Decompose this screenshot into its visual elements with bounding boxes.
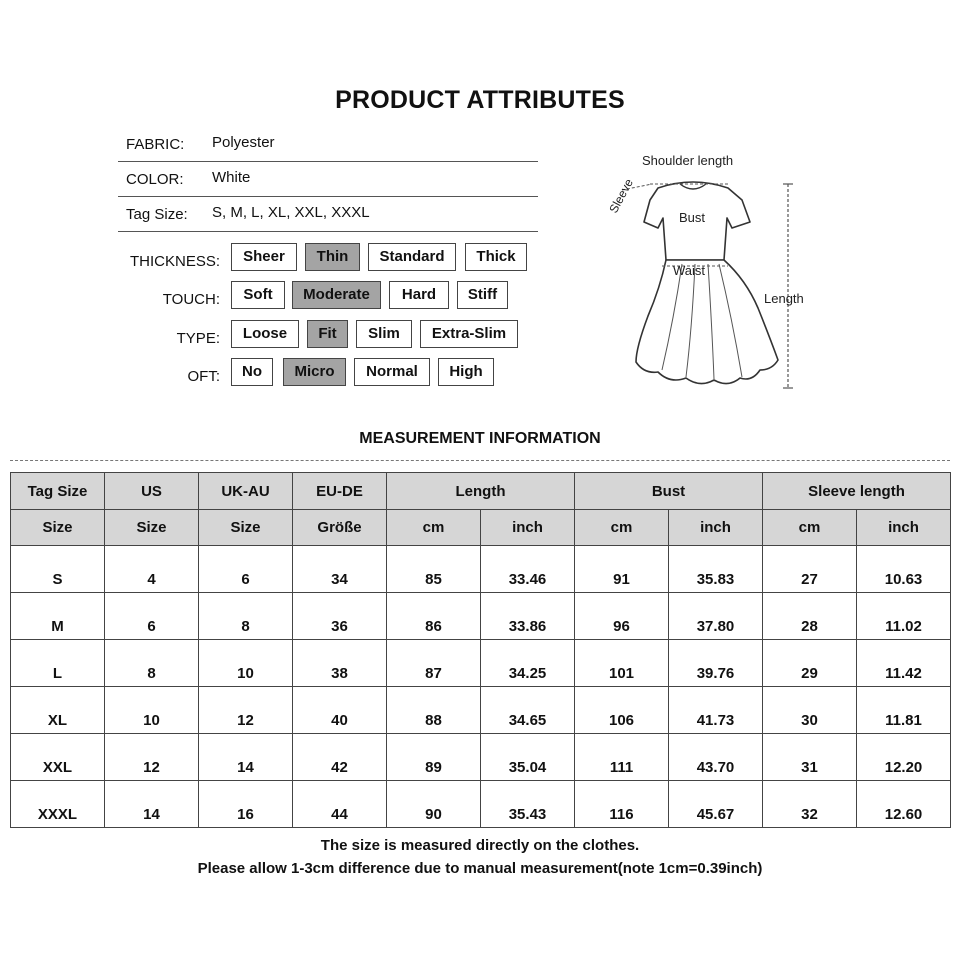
dress-skirt — [636, 260, 778, 384]
subheader-cell: inch — [857, 510, 951, 546]
touch-moderate: Moderate — [292, 281, 381, 309]
table-cell: 34.25 — [481, 640, 575, 687]
color-label: COLOR: — [126, 171, 184, 188]
table-row — [11, 781, 951, 828]
tag-size-row — [118, 198, 538, 232]
thickness-label: THICKNESS: — [129, 253, 220, 270]
table-cell: 12 — [199, 687, 293, 734]
table-cell: 44 — [293, 781, 387, 828]
length-label: Length — [764, 291, 804, 306]
sleeve-label: Sleeve — [606, 176, 636, 216]
table-cell: 96 — [575, 593, 669, 640]
table-cell: 11.42 — [857, 640, 951, 687]
table-cell: 30 — [763, 687, 857, 734]
color-row — [118, 163, 538, 197]
table-cell: 12 — [105, 734, 199, 781]
table-cell: 32 — [763, 781, 857, 828]
table-row — [11, 640, 951, 687]
touch-hard: Hard — [389, 281, 449, 309]
table-header-row — [11, 473, 951, 510]
table-cell: 41.73 — [669, 687, 763, 734]
table-cell: 34.65 — [481, 687, 575, 734]
note-difference: Please allow 1-3cm difference due to manual measurement(note 1cm=0.39inch) — [197, 860, 763, 877]
shoulder-label: Shoulder length — [642, 153, 734, 168]
table-cell: 10.63 — [857, 546, 951, 593]
table-cell: 8 — [105, 640, 199, 687]
size-table — [10, 472, 951, 828]
subheader-cell: Größe — [293, 510, 387, 546]
header-eu-de: EU-DE — [293, 473, 387, 510]
fabric-value: Polyester — [212, 134, 275, 151]
table-cell: 35.04 — [481, 734, 575, 781]
type-fit: Fit — [307, 320, 348, 348]
table-cell: 34 — [293, 546, 387, 593]
table-cell: 14 — [199, 734, 293, 781]
table-cell: 6 — [199, 546, 293, 593]
dashed-divider — [10, 460, 950, 461]
page-title: PRODUCT ATTRIBUTES — [335, 86, 625, 114]
table-cell: 43.70 — [669, 734, 763, 781]
header-tag-size: Tag Size — [11, 473, 105, 510]
table-cell: 85 — [387, 546, 481, 593]
table-cell: 90 — [387, 781, 481, 828]
table-cell: 12.20 — [857, 734, 951, 781]
header-length: Length — [387, 473, 575, 510]
table-cell: 86 — [387, 593, 481, 640]
table-cell: 10 — [199, 640, 293, 687]
note-measured: The size is measured directly on the clothes. — [320, 837, 640, 854]
tag-size-value: S, M, L, XL, XXL, XXXL — [212, 204, 370, 221]
measurement-title: MEASUREMENT INFORMATION — [359, 430, 601, 447]
table-cell: 27 — [763, 546, 857, 593]
table-cell: XXXL — [11, 781, 105, 828]
table-cell: 45.67 — [669, 781, 763, 828]
table-cell: 31 — [763, 734, 857, 781]
table-cell: XXL — [11, 734, 105, 781]
table-cell: 28 — [763, 593, 857, 640]
table-cell: 29 — [763, 640, 857, 687]
header-uk-au: UK-AU — [199, 473, 293, 510]
table-cell: 8 — [199, 593, 293, 640]
touch-label: TOUCH: — [162, 291, 220, 308]
table-cell: 35.43 — [481, 781, 575, 828]
table-cell: 36 — [293, 593, 387, 640]
table-cell: 33.86 — [481, 593, 575, 640]
type-slim: Slim — [356, 320, 412, 348]
table-cell: 14 — [105, 781, 199, 828]
subheader-cell: cm — [387, 510, 481, 546]
table-row — [11, 593, 951, 640]
waist-label: Waist — [673, 263, 706, 278]
bust-label: Bust — [679, 210, 706, 225]
subheader-cell: cm — [575, 510, 669, 546]
dress-diagram — [600, 148, 820, 398]
thickness-thick: Thick — [465, 243, 527, 271]
header-us: US — [105, 473, 199, 510]
oft-label: OFT: — [187, 368, 220, 385]
subheader-cell: cm — [763, 510, 857, 546]
fabric-label: FABRIC: — [126, 136, 185, 153]
table-cell: 88 — [387, 687, 481, 734]
table-cell: 111 — [575, 734, 669, 781]
table-cell: 11.81 — [857, 687, 951, 734]
table-cell: 35.83 — [669, 546, 763, 593]
fabric-row — [118, 128, 538, 162]
table-cell: XL — [11, 687, 105, 734]
table-cell: 39.76 — [669, 640, 763, 687]
type-label: TYPE: — [176, 330, 220, 347]
type-loose: Loose — [231, 320, 299, 348]
table-cell: 106 — [575, 687, 669, 734]
tag-size-label: Tag Size: — [126, 206, 188, 223]
subheader-cell: Size — [199, 510, 293, 546]
oft-micro: Micro — [283, 358, 346, 386]
header-sleeve-length: Sleeve length — [763, 473, 951, 510]
color-value: White — [212, 169, 251, 186]
oft-high: High — [438, 358, 494, 386]
table-cell: 89 — [387, 734, 481, 781]
table-cell: 87 — [387, 640, 481, 687]
table-cell: 16 — [199, 781, 293, 828]
touch-soft: Soft — [231, 281, 285, 309]
table-cell: 37.80 — [669, 593, 763, 640]
header-bust: Bust — [575, 473, 763, 510]
oft-no: No — [231, 358, 273, 386]
table-cell: S — [11, 546, 105, 593]
table-cell: 4 — [105, 546, 199, 593]
table-cell: 42 — [293, 734, 387, 781]
table-row — [11, 734, 951, 781]
table-cell: 6 — [105, 593, 199, 640]
thickness-sheer: Sheer — [231, 243, 297, 271]
subheader-cell: Size — [105, 510, 199, 546]
type-extra-slim: Extra-Slim — [420, 320, 518, 348]
thickness-thin: Thin — [305, 243, 360, 271]
table-row — [11, 546, 951, 593]
subheader-cell: inch — [481, 510, 575, 546]
table-cell: 91 — [575, 546, 669, 593]
table-row — [11, 687, 951, 734]
subheader-cell: inch — [669, 510, 763, 546]
oft-normal: Normal — [354, 358, 430, 386]
table-cell: 101 — [575, 640, 669, 687]
touch-stiff: Stiff — [457, 281, 508, 309]
thickness-standard: Standard — [368, 243, 456, 271]
table-cell: M — [11, 593, 105, 640]
table-cell: 38 — [293, 640, 387, 687]
table-cell: 40 — [293, 687, 387, 734]
table-cell: 12.60 — [857, 781, 951, 828]
table-cell: L — [11, 640, 105, 687]
table-cell: 116 — [575, 781, 669, 828]
table-cell: 33.46 — [481, 546, 575, 593]
table-cell: 10 — [105, 687, 199, 734]
subheader-cell: Size — [11, 510, 105, 546]
table-subheader-row — [11, 510, 951, 546]
table-cell: 11.02 — [857, 593, 951, 640]
